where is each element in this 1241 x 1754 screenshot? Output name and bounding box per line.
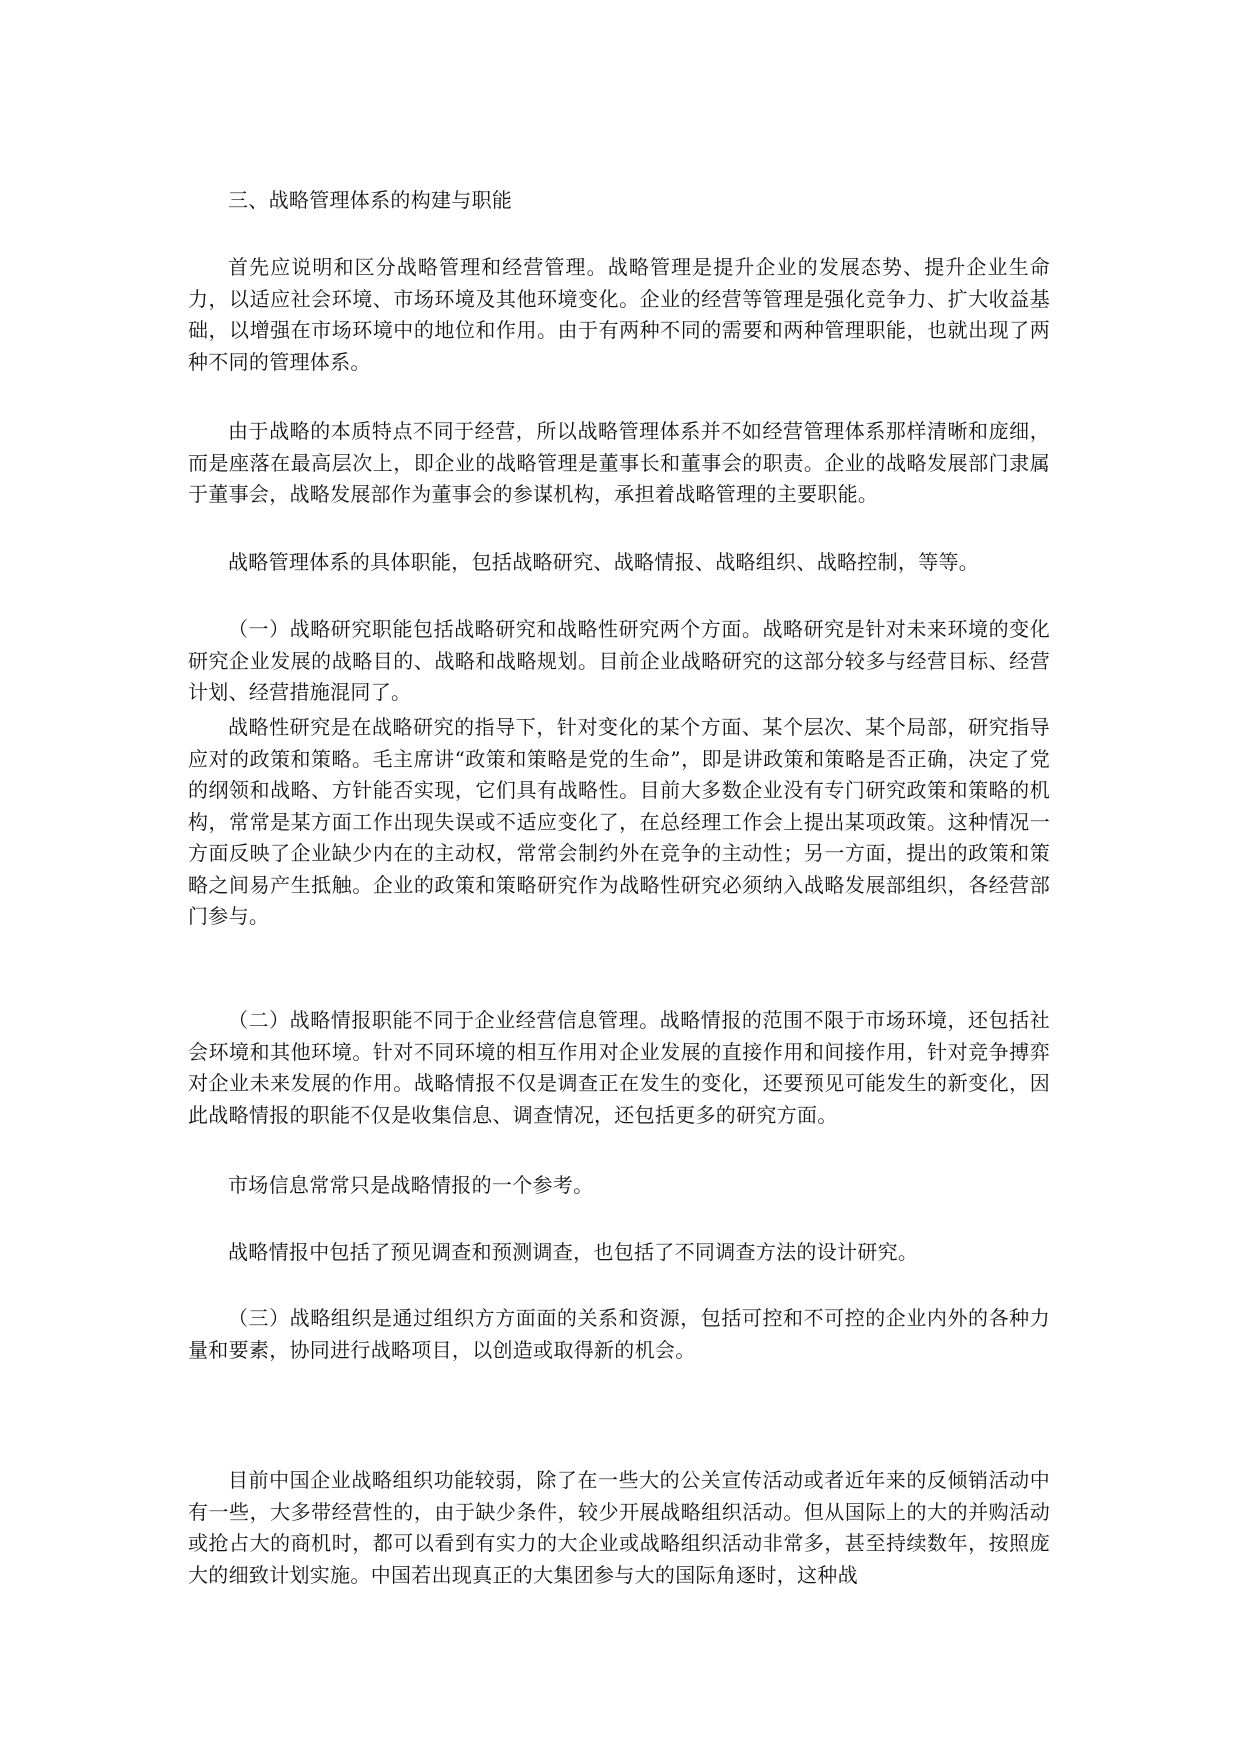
paragraph-8: 战略情报中包括了预见调查和预测调查，也包括了不同调查方法的设计研究。 <box>228 1240 919 1264</box>
paragraph-9: （三）战略组织是通过组织方方面面的关系和资源，包括可控和不可控的企业内外的各种力量和要素，协同进行战略项目，以创造或取得新的机会。 <box>188 1306 1050 1362</box>
section-heading: 三、战略管理体系的构建与职能 <box>228 188 513 212</box>
paragraph-6: （二）战略情报职能不同于企业经营信息管理。战略情报的范围不限于市场环境，还包括社会环境和其他环境。针对不同环境的相互作用对企业发展的直接作用和间接作用，针对竞争搏弈对企业未来发展的作用。战略情报不仅是调查正在发生的变化，还要预见可能发生的新变化，因此战略情报的职能不仅是收集信息、调查情况，还包括更多的研究方面。 <box>188 1008 1050 1127</box>
paragraph-3: 战略管理体系的具体职能，包括战略研究、战略情报、战略组织、战略控制，等等。 <box>228 550 980 574</box>
paragraph-2: 由于战略的本质特点不同于经营，所以战略管理体系并不如经营管理体系那样清晰和庞细，而是座落在最高层次上，即企业的战略管理是董事长和董事会的职责。企业的战略发展部门隶属于董事会，战略发展部作为董事会的参谋机构，承担着战略管理的主要职能。 <box>188 419 1050 506</box>
paragraph-1: 首先应说明和区分战略管理和经营管理。战略管理是提升企业的发展态势、提升企业生命力，以适应社会环境、市场环境及其他环境变化。企业的经营等管理是强化竞争力、扩大收益基础，以增强在市场环境中的地位和作用。由于有两种不同的需要和两种管理职能，也就出现了两种不同的管理体系。 <box>188 255 1050 374</box>
paragraph-4: （一）战略研究职能包括战略研究和战略性研究两个方面。战略研究是针对未来环境的变化研究企业发展的战略目的、战略和战略规划。目前企业战略研究的这部分较多与经营目标、经营计划、经营措施混同了。 <box>188 617 1050 704</box>
paragraph-7: 市场信息常常只是战略情报的一个参考。 <box>228 1173 594 1197</box>
paragraph-5: 战略性研究是在战略研究的指导下，针对变化的某个方面、某个层次、某个局部，研究指导应对的政策和策略。毛主席讲“政策和策略是党的生命”，即是讲政策和策略是否正确，决定了党的纲领和战略、方针能否实现，它们具有战略性。目前大多数企业没有专门研究政策和策略的机构，常常是某方面工作出现失误或不适应变化了，在总经理工作会上提出某项政策。这种情况一方面反映了企业缺少内在的主动权，常常会制约外在竞争的主动性；另一方面，提出的政策和策略之间易产生抵触。企业的政策和策略研究作为战略性研究必须纳入战略发展部组织，各经营部门参与。 <box>188 715 1050 928</box>
paragraph-10: 目前中国企业战略组织功能较弱，除了在一些大的公关宣传活动或者近年来的反倾销活动中有一些，大多带经营性的，由于缺少条件，较少开展战略组织活动。但从国际上的大的并购活动或抢占大的商机时，都可以看到有实力的大企业或战略组织活动非常多，甚至持续数年，按照庞大的细致计划实施。中国若出现真正的大集团参与大的国际角逐时，这种战 <box>188 1468 1050 1587</box>
